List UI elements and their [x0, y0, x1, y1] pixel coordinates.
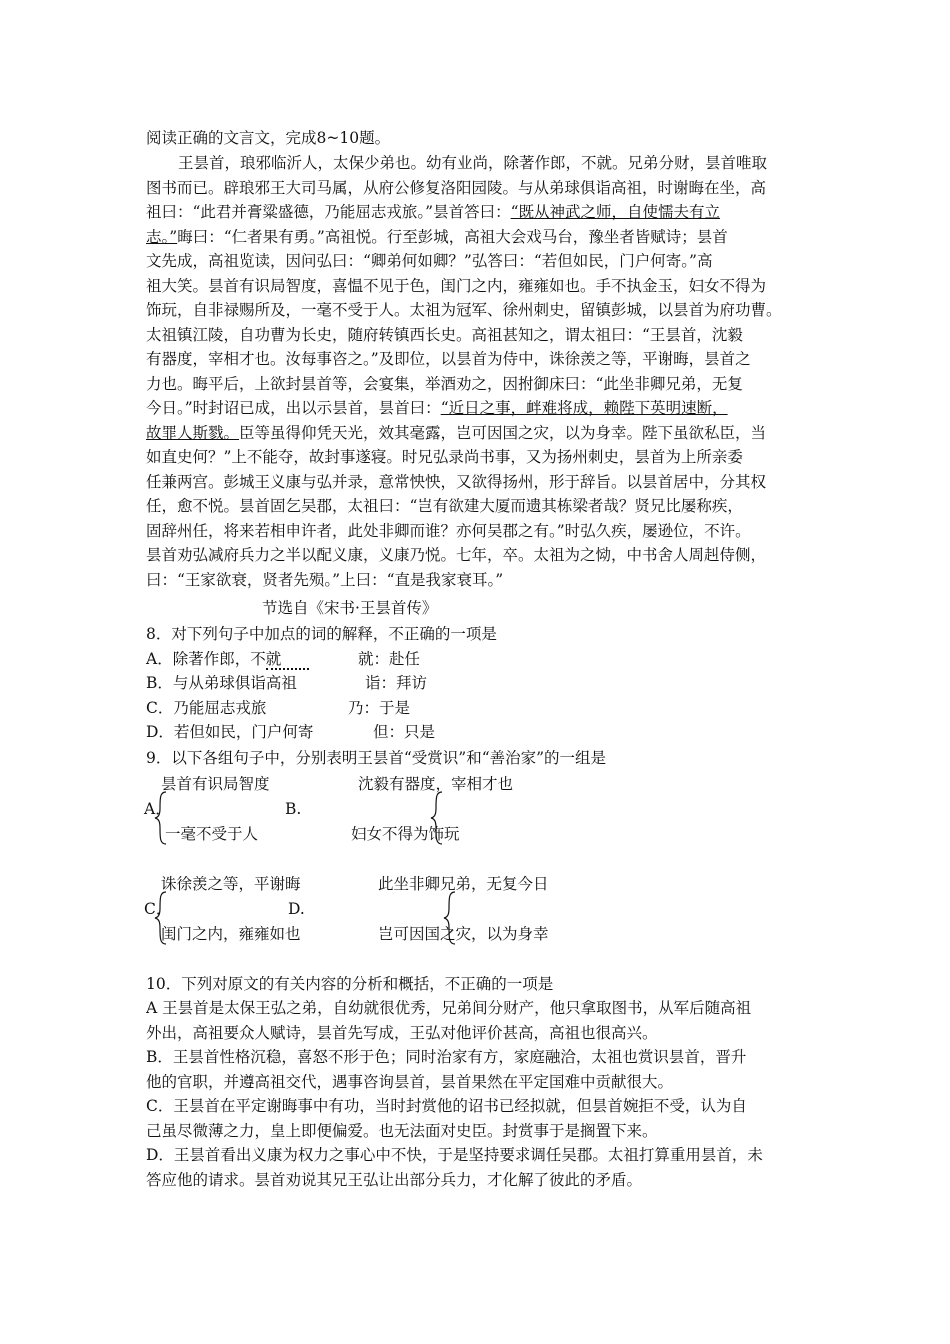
passage-line [146, 200, 816, 224]
q9-b-line1: 沈毅有器度，宰相才也 [358, 775, 514, 793]
q10-option-b: B．王昙首性格沉稳，喜怒不形于色；同时治家有方，家庭融洽，太祖也赏识昙首，晋升 [146, 1048, 747, 1066]
passage-text: 今日。”时封诏已成，出以示昙首，昙首曰： [146, 399, 441, 417]
q8-option-d-explanation: 但：只是 [373, 723, 436, 741]
q8-option-a [146, 647, 309, 671]
passage-line: 文先成，高祖览读，因问弘曰：“卿弟何如卿？”弘答曰：“若但如民，门户何寄。”高 [146, 252, 713, 270]
passage-text: 祖曰：“此君并膏粱盛德，乃能屈志戎旅。”昙首答曰： [146, 203, 511, 221]
q9-b-label: B. [285, 800, 302, 818]
q9-a-line1: 昙首有识局智度 [161, 775, 270, 793]
passage-line [146, 421, 816, 445]
q8-option-a-explanation: 就：赴任 [358, 650, 421, 668]
passage-line: 祖大笑。昙首有识局智度，喜愠不见于色，闺门之内，雍雍如也。手不执金玉，妇女不得为 [146, 277, 767, 295]
q9-a-label: A． [144, 800, 171, 818]
underlined-sentence: 志。” [146, 228, 178, 246]
intro-line: 阅读正确的文言文，完成8~10题。 [146, 129, 391, 147]
q10-option-c: C．王昙首在平定谢晦事中有功，当时封赏他的诏书已经拟就，但昙首婉拒不受，认为自 [146, 1097, 747, 1115]
underlined-sentence: “近日之事，衅难将成，赖陛下英明速断， [440, 399, 728, 417]
dotted-word: 就 [266, 650, 310, 670]
q9-d-line1: 此坐非卿兄弟，无复今日 [378, 875, 549, 893]
passage-line: 昙首劝弘减府兵力之半以配义康，义康乃悦。七年，卒。太祖为之恸，中书舍人周赳侍侧， [146, 546, 767, 564]
option-sentence: A．除著作郎，不 [146, 650, 266, 668]
passage-line: 曰：“王家欲衰，贤者先殒。”上曰：“直是我家衰耳。” [146, 571, 504, 589]
source-citation: 节选自《宋书·王昙首传》 [262, 599, 438, 617]
q10-option-a: A 王昙首是太保王弘之弟，自幼就很优秀，兄弟间分财产，他只拿取图书，从军后随高祖 [146, 999, 752, 1017]
passage-line [146, 225, 816, 249]
q10-option-d-cont: 答应他的请求。昙首劝说其兄王弘让出部分兵力，才化解了彼此的矛盾。 [146, 1171, 643, 1189]
question-10-stem: 10．下列对原文的有关内容的分析和概括，不正确的一项是 [146, 975, 554, 993]
passage-line: 任，愈不悦。昙首固乞吴郡，太祖曰：“岂有欲建大厦而遗其栋梁者哉？贤兄比屡称疾， [146, 497, 743, 515]
passage-text: 臣等虽得仰凭天光，效其毫露，岂可因国之灾，以为身幸。陛下虽欲私臣，当 [239, 424, 767, 442]
q8-option-b: B．与从弟球俱诣高祖 [146, 674, 297, 692]
passage-line: 任兼两宫。彭城王义康与弘并录，意常怏怏，又欲得扬州，形于辞旨。以昙首居中，分其权 [146, 473, 767, 491]
q9-c-line1: 诛徐羡之等，平谢晦 [161, 875, 301, 893]
q9-d-line2: 岂可因国之灾，以为身幸 [378, 925, 549, 943]
q9-b-line2: 妇女不得为饰玩 [351, 825, 460, 843]
passage-line: 如直史何？”上不能夺，故封事遂寝。时兄弘录尚书事，又为扬州刺史，昙首为上所亲委 [146, 448, 743, 466]
q9-d-label: D. [288, 900, 305, 918]
q8-option-d: D．若但如民，门户何寄 [146, 723, 314, 741]
q10-option-c-cont: 己虽尽微薄之力，皇上即便偏爱。也无法面对史臣。封赏事于是搁置下来。 [146, 1122, 658, 1140]
passage-line: 王昙首，琅邪临沂人，太保少弟也。幼有业尚，除著作郎，不就。兄弟分财，昙首唯取 [178, 154, 768, 172]
passage-line: 图书而已。辟琅邪王大司马属，从府公修复洛阳园陵。与从弟球俱诣高祖，时谢晦在坐，高 [146, 179, 767, 197]
underlined-sentence: “既从神武之师，自使懦夫有立 [510, 203, 721, 221]
q10-option-b-cont: 他的官职，并遵高祖交代，遇事咨询昙首，昙首果然在平定国难中贡献很大。 [146, 1073, 674, 1091]
q9-a-line2: 一毫不受于人 [165, 825, 259, 843]
q8-option-c: C．乃能屈志戎旅 [146, 699, 267, 717]
question-8-stem: 8．对下列句子中加点的词的解释，不正确的一项是 [146, 625, 497, 643]
q10-option-a-cont: 外出，高祖要众人赋诗，昙首先写成，王弘对他评价甚高，高祖也很高兴。 [146, 1024, 658, 1042]
passage-line: 力也。晦平后，上欲封昙首等，会宴集，举酒劝之，因拊御床曰：“此坐非卿兄弟，无复 [146, 375, 743, 393]
underlined-sentence: 故罪人斯戮。 [146, 424, 240, 442]
q9-c-line2: 闺门之内，雍雍如也 [161, 925, 301, 943]
passage-line: 饰玩，自非禄赐所及，一毫不受于人。太祖为冠军、徐州刺史，留镇彭城，以昙首为府功曹。 [146, 301, 782, 319]
q10-option-d: D．王昙首看出义康为权力之事心中不快，于是坚持要求调任吴郡。太祖打算重用昙首，未 [146, 1146, 763, 1164]
question-9-stem: 9．以下各组句子中，分别表明王昙首“受赏识”和“善治家”的一组是 [146, 749, 607, 767]
q8-option-c-explanation: 乃：于是 [348, 699, 411, 717]
q9-c-label: C． [144, 900, 172, 918]
passage-line: 固辞州任，将来若相申许者，此处非卿而谁？亦何吴郡之有。”时弘久疾，屡逊位，不许。 [146, 522, 751, 540]
passage-text: 晦曰：“仁者果有勇。”高祖悦。行至彭城，高祖大会戏马台，豫坐者皆赋诗；昙首 [177, 228, 728, 246]
passage-line [146, 396, 816, 420]
passage-line: 有器度，宰相才也。汝每事咨之。”及即位，以昙首为侍中，诛徐羡之等，平谢晦，昙首之 [146, 350, 751, 368]
q8-option-b-explanation: 诣：拜访 [365, 674, 428, 692]
passage-line: 太祖镇江陵，自功曹为长史，随府转镇西长史。高祖甚知之，谓太祖曰：“王昙首，沈毅 [146, 326, 743, 344]
